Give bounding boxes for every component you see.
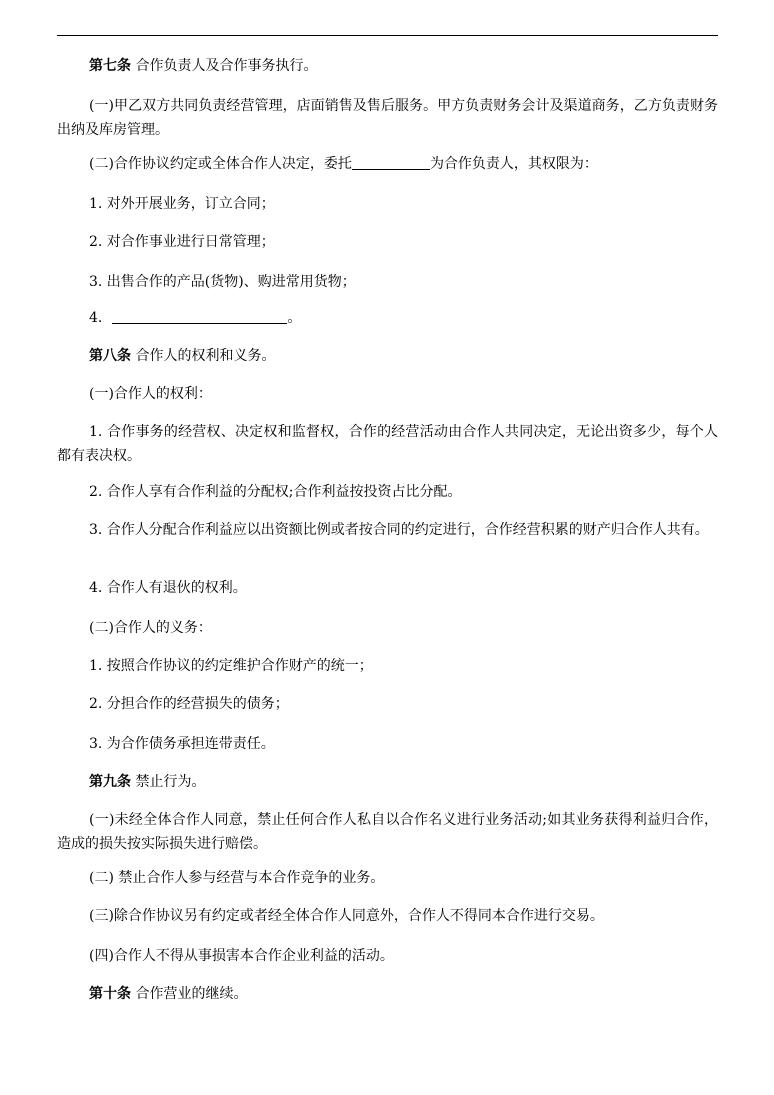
section-title: (二)合作人的义务： <box>89 620 212 636</box>
item-end: 。 <box>287 310 302 326</box>
list-item: 1. 按照合作协议的约定维护合作财产的统一； <box>89 658 373 674</box>
list-item: (四)合作人不得从事损害本合作企业利益的活动。 <box>89 948 394 964</box>
article-number: 第八条 <box>89 348 131 364</box>
article-title: 合作负责人及合作事务执行。 <box>135 58 318 74</box>
article-10-heading <box>57 982 718 1006</box>
article-title: 合作人的权利和义务。 <box>135 348 276 364</box>
article-title: 禁止行为。 <box>135 774 206 790</box>
fill-blank <box>352 155 430 170</box>
list-item: 3. 合作人分配合作利益应以出资额比例或者按合同的约定进行，合作经营积累的财产归合作人共有。 <box>89 522 709 538</box>
list-item: 2. 对合作事业进行日常管理； <box>89 234 275 250</box>
article-title: 合作营业的继续。 <box>135 986 248 1002</box>
article-8-heading <box>57 344 718 368</box>
paragraph-text: 为合作负责人，其权限为： <box>429 156 598 172</box>
article-number: 第九条 <box>89 774 131 790</box>
list-item: 3. 出售合作的产品(货物)、购进常用货物； <box>89 274 356 290</box>
paragraph-text: (二)合作协议约定或全体合作人决定，委托 <box>89 156 352 172</box>
list-item: 1. 合作事务的经营权、决定权和监督权，合作的经营活动由合作人共同决定，无论出资多少，每个人都有表决权。 <box>57 424 718 464</box>
list-item: 3. 为合作债务承担连带责任。 <box>89 736 275 752</box>
list-item <box>57 306 718 330</box>
list-item: (三)除合作协议另有约定或者经全体合作人同意外，合作人不得同本合作进行交易。 <box>89 908 604 924</box>
list-item: 1. 对外开展业务，订立合同； <box>89 196 275 212</box>
article-7-paragraph-2 <box>57 152 718 176</box>
article-number: 第七条 <box>89 58 131 74</box>
article-9-heading <box>57 770 718 794</box>
item-number: 4. <box>89 310 103 326</box>
list-item: 2. 分担合作的经营损失的债务； <box>89 696 289 712</box>
article-number: 第十条 <box>89 986 131 1002</box>
header-rule <box>57 35 718 36</box>
article-7-heading <box>57 54 718 78</box>
list-item: 4. 合作人有退伙的权利。 <box>89 580 247 596</box>
list-item: (二) 禁止合作人参与经营与本合作竞争的业务。 <box>89 870 385 886</box>
section-title: (一)合作人的权利： <box>89 386 212 402</box>
article-7-paragraph-1: (一)甲乙双方共同负责经营管理，店面销售及售后服务。甲方负责财务会计及渠道商务，乙方负责财务出纳及库房管理。 <box>57 98 718 138</box>
list-item: 2. 合作人享有合作利益的分配权;合作利益按投资占比分配。 <box>89 484 462 500</box>
list-item: (一)未经全体合作人同意，禁止任何合作人私自以合作名义进行业务活动;如其业务获得利益归合作，造成的损失按实际损失进行赔偿。 <box>57 812 718 852</box>
fill-blank <box>112 309 287 324</box>
